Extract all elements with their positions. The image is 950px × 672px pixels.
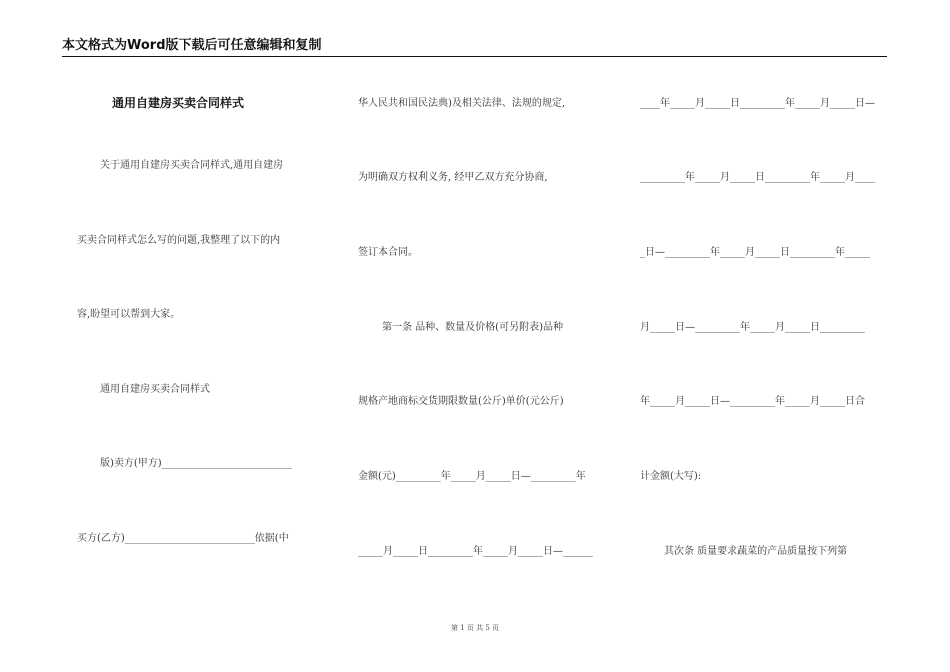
middle-line-7: _____月_____日_________年_____月_____日—______ [358, 546, 593, 557]
document-header: 本文格式为Word版下载后可任意编辑和复制 [62, 34, 887, 57]
page-number: 第 1 页 共 5 页 [450, 624, 500, 632]
right-line-7: 其次条 质量要求蔬菜的产品质量按下列第 [664, 546, 848, 557]
right-line-2: _________年_____月_____日_________年_____月____ [640, 172, 875, 183]
document-title: 通用自建房买卖合同样式 [112, 96, 245, 110]
middle-line-1: 华人民共和国民法典)及相关法律、法规的规定, [358, 98, 566, 109]
left-line-3: 买卖合同样式怎么写的问题,我整理了以下的内 [77, 235, 281, 246]
middle-line-2: 为明确双方权利义务, 经甲乙双方充分协商, [358, 172, 548, 183]
middle-line-5: 规格产地商标交货期限数量(公斤)单价(元公斤) [358, 396, 564, 407]
right-line-3: _日—_________年_____月_____日_________年_____ [640, 247, 870, 258]
right-line-5: 年_____月_____日—_________年_____月_____日合 [640, 396, 865, 407]
left-line-5: 通用自建房买卖合同样式 [100, 384, 210, 395]
middle-line-3: 签订本合同。 [358, 247, 418, 258]
right-line-4: 月_____日—_________年_____月_____日_________ [640, 322, 865, 333]
left-line-2: 关于通用自建房买卖合同样式,通用自建房 [100, 160, 284, 171]
middle-line-6: 金额(元)_________年_____月_____日—_________年 [358, 471, 586, 482]
left-line-4: 容,盼望可以帮到大家。 [77, 309, 181, 320]
middle-line-4: 第一条 品种、数量及价格(可另附表)品种 [382, 322, 563, 333]
right-line-6: 计金额(大写): [640, 471, 702, 482]
left-line-6: 版)卖方(甲方)__________________________ [100, 458, 292, 469]
right-line-1: ____年_____月_____日_________年_____月_____日— [640, 98, 875, 109]
left-line-7: 买方(乙方)__________________________依据(中 [77, 533, 289, 544]
